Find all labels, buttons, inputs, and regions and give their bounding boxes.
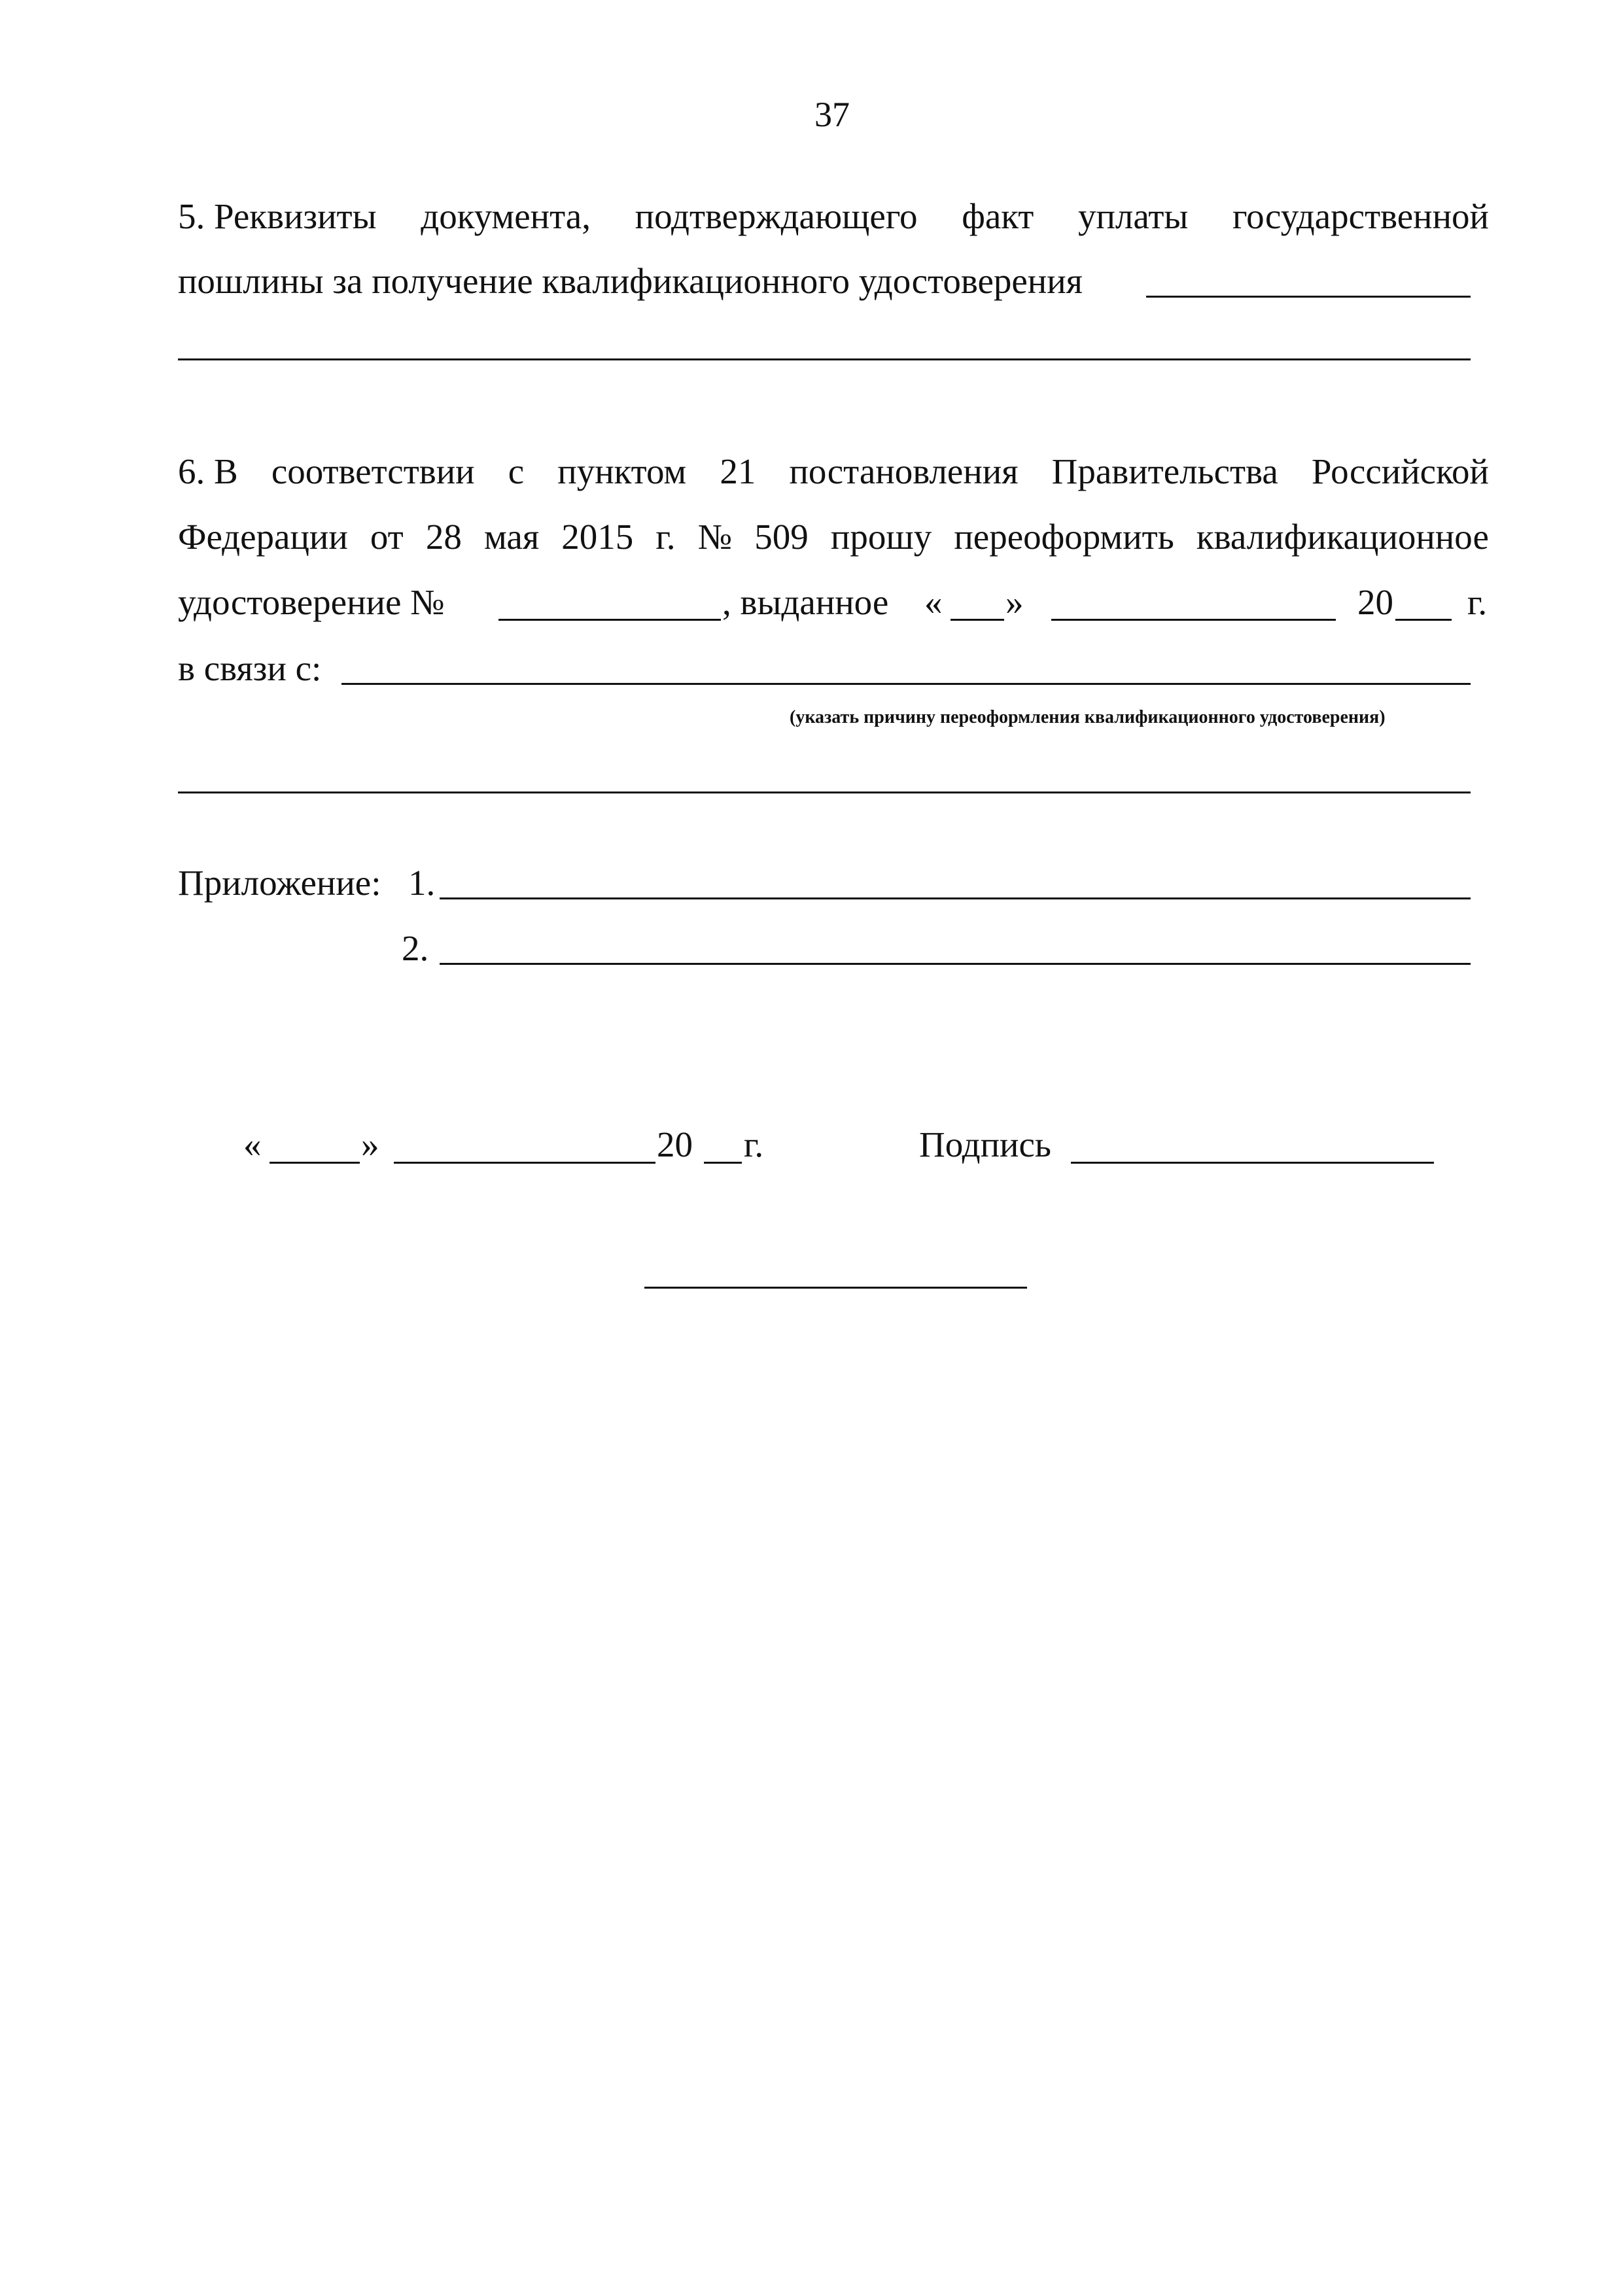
sign-quote-open: « (243, 1124, 262, 1164)
section6-word: Российской (1311, 451, 1489, 491)
section6-word: 28 (425, 517, 462, 557)
section6-word: с (508, 451, 525, 491)
section6-word: Федерации (178, 517, 348, 557)
section6-line2 (178, 519, 1489, 555)
section5-word: документа, (421, 196, 591, 236)
issued-year-suffix: г. (1467, 582, 1488, 622)
reason-hint: (указать причину переоформления квалификационного удостоверения) (790, 707, 1386, 727)
section6-word: мая (483, 517, 540, 557)
section5-number: 5. (178, 196, 205, 236)
sign-year-prefix: 20 (657, 1124, 693, 1164)
section5-word: Реквизиты (214, 196, 377, 236)
sign-year-suffix: г. (744, 1124, 764, 1164)
section6-word: 509 (754, 517, 809, 557)
section6-word: Правительства (1051, 451, 1278, 491)
issued-day-field[interactable] (951, 619, 1004, 621)
section5-word: подтверждающего (635, 196, 918, 236)
section6-word: квалификационное (1196, 517, 1489, 557)
section6-word: соответствии (271, 451, 475, 491)
due-to-label: в связи с: (178, 648, 322, 688)
signature-field[interactable] (1071, 1162, 1434, 1164)
section6-word: постановления (789, 451, 1019, 491)
reason-field-continued[interactable] (178, 791, 1471, 793)
closing-separator (644, 1287, 1027, 1289)
section5-word: факт (962, 196, 1034, 236)
section6-word: переоформить (954, 517, 1174, 557)
section5-line2: пошлины за получение квалификационного удостоверения (178, 261, 1083, 301)
sign-month-field[interactable] (394, 1162, 655, 1164)
section5-word: уплаты (1077, 196, 1189, 236)
section5-line1 (178, 198, 1489, 234)
issued-quote-open: « (924, 582, 943, 622)
issued-year-field[interactable] (1395, 619, 1452, 621)
fee-document-field[interactable] (1146, 296, 1471, 298)
issued-label: , выданное (722, 582, 889, 622)
section6-word: прошу (830, 517, 932, 557)
issued-quote-close: » (1005, 582, 1024, 622)
appendix-item1-number: 1. (408, 863, 436, 903)
section5-number-first-word (178, 198, 377, 234)
section6-number-first-word (178, 453, 238, 489)
section6-word: от (370, 517, 404, 557)
appendix-item1-field[interactable] (440, 897, 1471, 899)
appendix-label: Приложение: (178, 863, 381, 903)
certificate-number-label: удостоверение № (178, 582, 445, 622)
section6-word: № (697, 517, 733, 557)
certificate-number-field[interactable] (498, 619, 721, 621)
fee-document-field-continued[interactable] (178, 358, 1471, 360)
issued-month-field[interactable] (1051, 619, 1336, 621)
section6-word: пунктом (557, 451, 687, 491)
sign-year-field[interactable] (704, 1162, 742, 1164)
appendix-item2-number: 2. (402, 928, 429, 968)
appendix-item2-field[interactable] (440, 963, 1471, 965)
section6-line1 (178, 453, 1489, 489)
section6-word: г. (655, 517, 676, 557)
issued-year-prefix: 20 (1357, 582, 1393, 622)
sign-quote-close: » (361, 1124, 379, 1164)
section6-word: 2015 (561, 517, 634, 557)
reason-field[interactable] (341, 683, 1471, 685)
signature-label: Подпись (919, 1124, 1051, 1164)
page-number: 37 (814, 95, 850, 134)
section6-word: В (214, 451, 238, 491)
section6-number: 6. (178, 451, 205, 491)
section5-word: государственной (1232, 196, 1489, 236)
sign-day-field[interactable] (270, 1162, 360, 1164)
section6-word: 21 (720, 451, 756, 491)
